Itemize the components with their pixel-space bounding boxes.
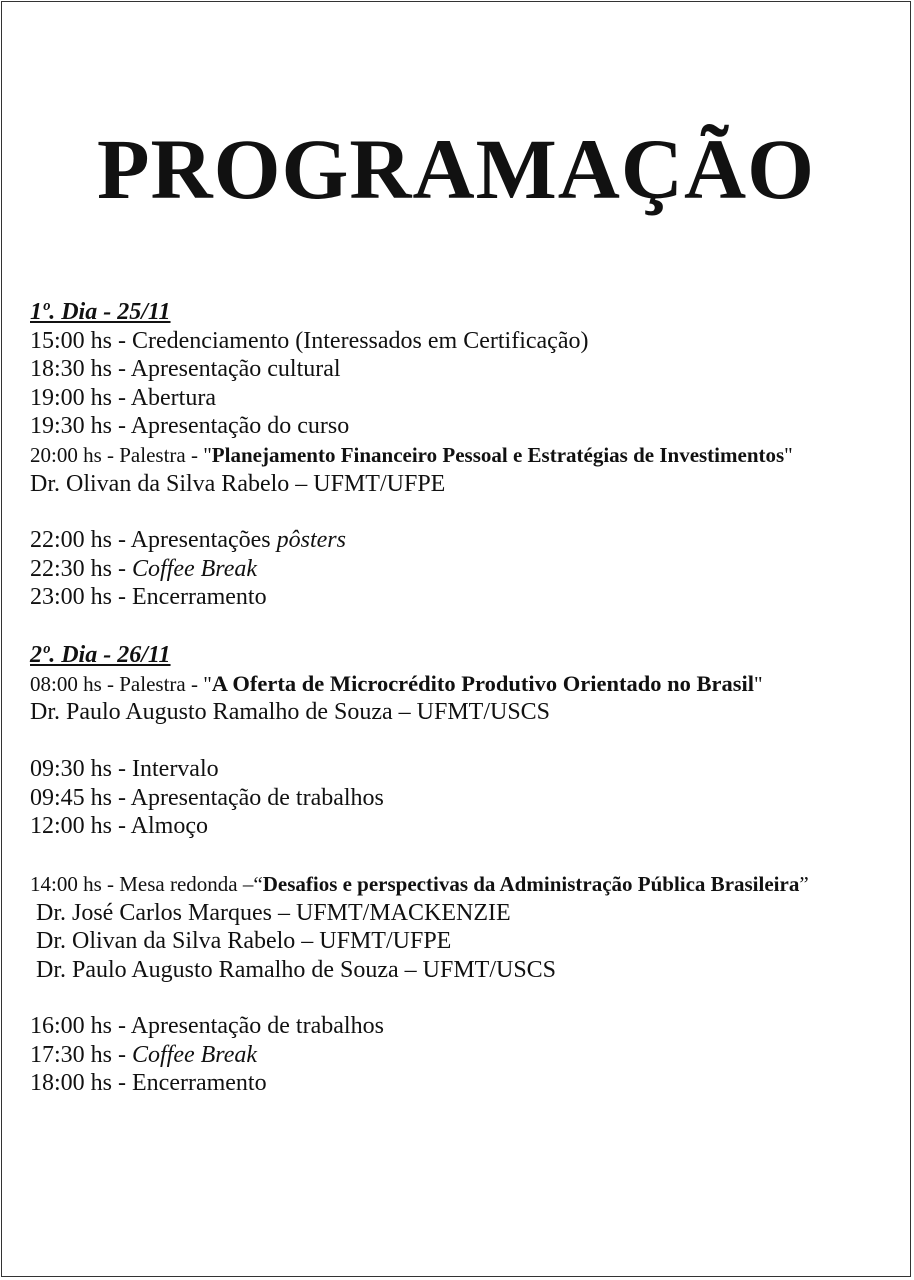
schedule-item: 12:00 hs - Almoço	[30, 813, 208, 840]
panel-line: 14:00 hs - Mesa redonda –“Desafios e perspectivas da Administração Pública Brasileira”	[30, 872, 809, 896]
talk-title: Planejamento Financeiro Pessoal e Estratégias de Investimentos	[211, 442, 785, 467]
day2-morning	[30, 755, 900, 841]
day1-section	[30, 298, 900, 498]
schedule-item: 22:00 hs - Apresentações pôsters	[30, 527, 346, 553]
schedule-item: 18:00 hs - Encerramento	[30, 1070, 267, 1097]
schedule-item: 17:30 hs - Coffee Break	[30, 1041, 258, 1068]
schedule-item: 09:30 hs - Intervalo	[30, 756, 219, 782]
schedule-item: 15:00 hs - Credenciamento (Interessados em Certificação)	[30, 327, 589, 354]
talk-speaker: Dr. Olivan da Silva Rabelo – UFMT/UFPE	[30, 470, 446, 497]
schedule-item: 09:45 hs - Apresentação de trabalhos	[30, 784, 384, 811]
talk-prefix: 20:00 hs - Palestra - "	[30, 442, 212, 467]
talk-line: 20:00 hs - Palestra - "Planejamento Financeiro Pessoal e Estratégias de Investimentos"	[30, 442, 793, 467]
schedule-item: 18:30 hs - Apresentação cultural	[30, 356, 341, 383]
panel-title: Desafios e perspectivas da Administração Pública Brasileira	[262, 872, 800, 896]
talk-prefix: 08:00 hs - Palestra - "	[30, 671, 212, 696]
day2-heading: 2º. Dia - 26/11	[30, 642, 171, 668]
panel-speaker: Dr. Paulo Augusto Ramalho de Souza – UFMT/USCS	[36, 956, 557, 983]
schedule-item: 23:00 hs - Encerramento	[30, 584, 267, 611]
panel-speaker: Dr. José Carlos Marques – UFMT/MACKENZIE	[36, 899, 511, 926]
panel-prefix: 14:00 hs - Mesa redonda –“	[30, 872, 263, 896]
program-page	[1, 1, 911, 1277]
day2-panel	[30, 870, 900, 984]
schedule-item: 19:30 hs - Apresentação do curso	[30, 413, 350, 440]
talk-title: A Oferta de Microcrédito Produtivo Orientado no Brasil	[211, 670, 755, 696]
talk-speaker: Dr. Paulo Augusto Ramalho de Souza – UFMT/USCS	[30, 699, 551, 726]
day1-evening	[30, 526, 900, 612]
schedule-item: 19:00 hs - Abertura	[30, 384, 216, 411]
schedule-item: 16:00 hs - Apresentação de trabalhos	[30, 1013, 384, 1039]
day2-section	[30, 641, 900, 727]
schedule-item: 22:30 hs - Coffee Break	[30, 555, 258, 582]
talk-line: 08:00 hs - Palestra - "A Oferta de Microcrédito Produtivo Orientado no Brasil"	[30, 670, 763, 696]
panel-speaker: Dr. Olivan da Silva Rabelo – UFMT/UFPE	[36, 928, 452, 955]
day2-afternoon	[30, 1012, 900, 1098]
day1-heading: 1º. Dia - 25/11	[30, 299, 171, 325]
page-title: PROGRAMAÇÃO	[96, 121, 816, 217]
